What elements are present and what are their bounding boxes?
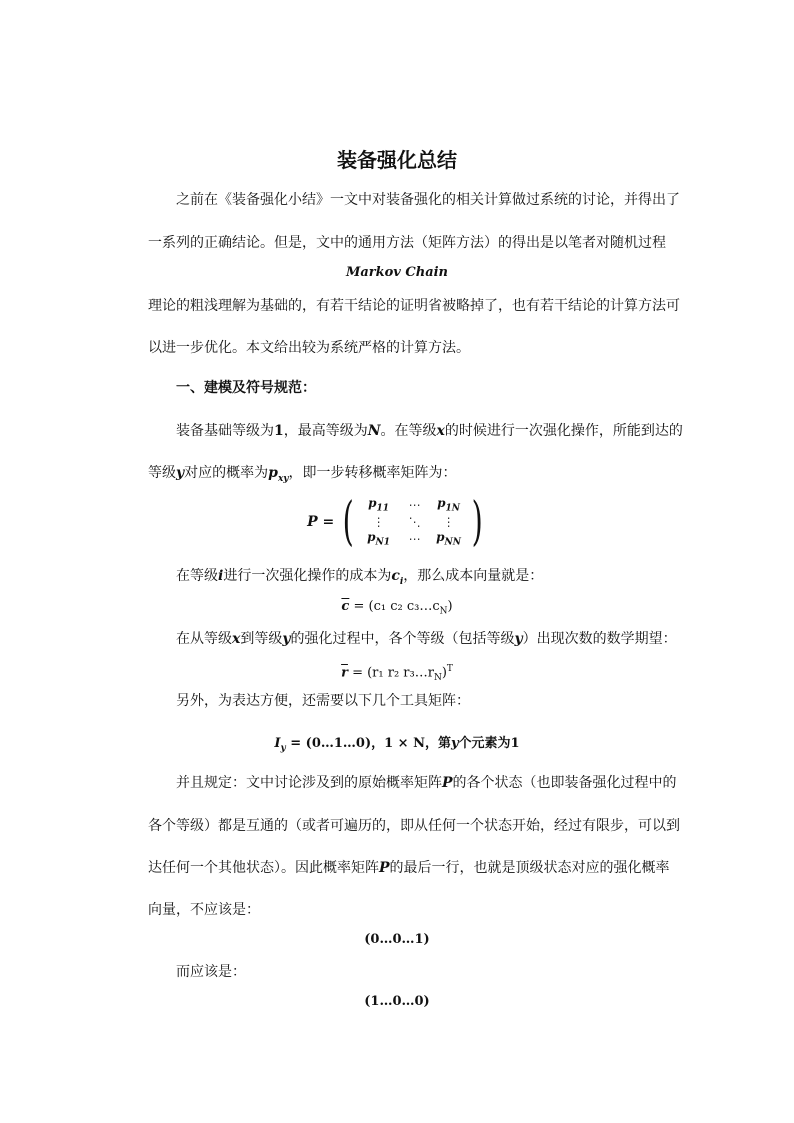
paragraph-level-line-2: 等级y对应的概率为$p_{xy}$，即一步转移概率矩阵为： (148, 465, 457, 484)
intro-line-3: 理论的粗浅理解为基础的，有若干结论的证明省被略掉了，也有若干结论的计算方法可 (148, 298, 680, 314)
transition-matrix: P = ( $p_{11}$ ⋯ $p_{1N}$ ⋮ ⋱ ⋮ $p_{N1}$ ⋯ $p_{NN}$ ) (307, 492, 483, 552)
cost-line: 在等级i进行一次强化操作的成本为$c_i$，那么成本向量就是： (176, 568, 544, 587)
matrix-cell: ⋮ (442, 515, 455, 529)
rule-line-2: 各个等级）都是互通的（或者可遍历的，即从任何一个状态开始，经过有限步，可以到 (148, 818, 680, 834)
indicator-vector: $I_y$ = (0…1…0)，1 × N，第y个元素为1 (274, 736, 520, 754)
matrix-cell: ⋱ (408, 515, 421, 529)
matrix-cell: $p_{NN}$ (436, 530, 461, 548)
wrong-vector: (0…0…1) (364, 932, 430, 947)
matrix-cell: ⋯ (408, 498, 421, 512)
paragraph-level-line-1: 装备基础等级为1，最高等级为N。在等级x的时候进行一次强化操作，所能到达的 (176, 423, 683, 439)
rule-line-4: 向量，不应该是： (148, 902, 260, 918)
intro-line-4: 以进一步优化。本文给出较为系统严格的计算方法。 (148, 340, 470, 356)
matrix-cell: $p_{N1}$ (367, 530, 390, 548)
cost-vector: $\overline{c} = (c_1$ c₂ $c_3\dots c_N$) (341, 599, 453, 617)
should-be-line: 而应该是： (176, 964, 246, 980)
right-vector: (1…0…0) (364, 994, 430, 1009)
rule-line-3: 达任何一个其他状态）。因此概率矩阵P的最后一行，也就是顶级状态对应的强化概率 (148, 860, 670, 876)
section-heading: 一、建模及符号规范： (176, 380, 316, 396)
matrix-cell: $p_{11}$ (368, 496, 390, 514)
tool-matrix-line: 另外，为表达方便，还需要以下几个工具矩阵： (176, 693, 470, 709)
matrix-cell: $p_{1N}$ (437, 496, 460, 514)
left-paren: ( (342, 492, 354, 552)
right-paren: ) (471, 492, 483, 552)
rule-line-1: 并且规定：文中讨论涉及到的原始概率矩阵P的各个状态（也即装备强化过程中的 (176, 775, 677, 791)
matrix-cell: ⋯ (408, 532, 421, 546)
matrix-grid (359, 496, 467, 548)
intro-line-1: 之前在《装备强化小结》一文中对装备强化的相关计算做过系统的讨论，并得出了 (176, 192, 680, 208)
intro-line-2: 一系列的正确结论。但是，文中的通用方法（矩阵方法）的得出是以笔者对随机过程 (148, 235, 666, 251)
expectation-vector: $\overline{r} = (r_1$ r₂ $r_3\dots r_N)^T$ (341, 664, 453, 683)
matrix-cell: ⋮ (372, 515, 385, 529)
expectation-line: 在从等级x到等级y的强化过程中，各个等级（包括等级y）出现次数的数学期望： (176, 631, 677, 647)
document-title: 装备强化总结 (337, 148, 457, 172)
markov-chain-term: Markov Chain (345, 265, 449, 280)
